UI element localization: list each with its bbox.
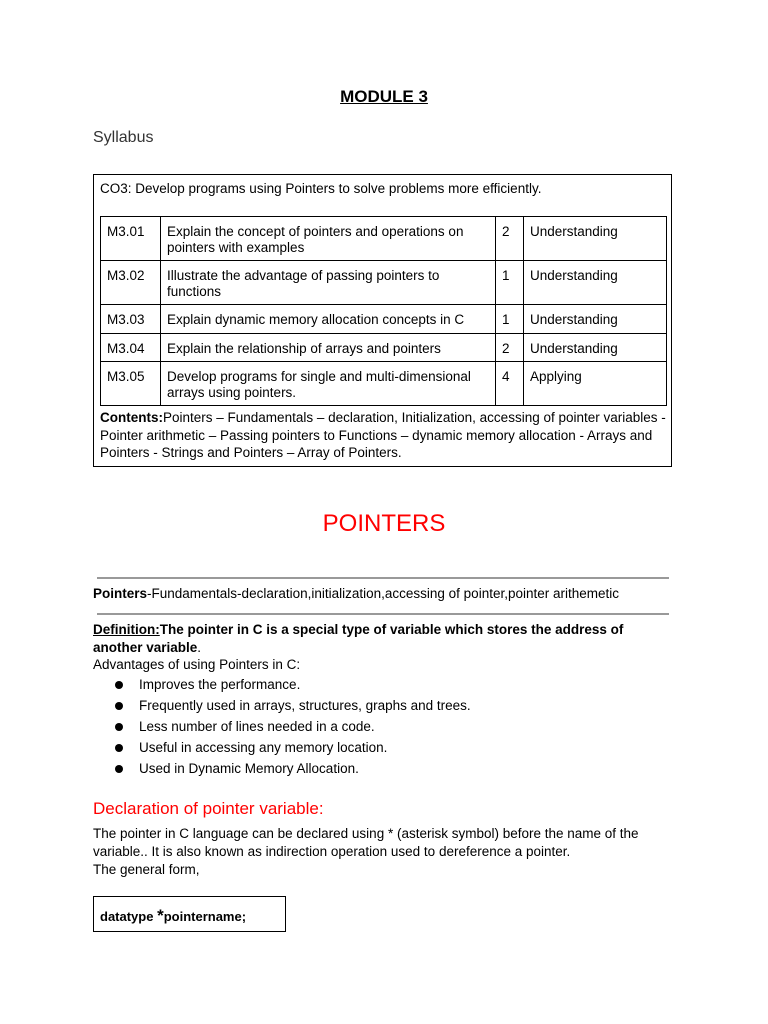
outcome-num: 1	[496, 305, 524, 334]
code-name: pointername;	[163, 909, 247, 924]
bullet-icon	[115, 744, 123, 752]
list-item-text: Useful in accessing any memory location.	[139, 740, 388, 755]
divider-bottom	[97, 613, 669, 615]
table-row	[101, 305, 667, 334]
outcome-desc: Explain the relationship of arrays and pointers	[161, 333, 496, 362]
outcome-code: M3.01	[101, 217, 161, 261]
outcome-code: M3.03	[101, 305, 161, 334]
table-row	[101, 261, 667, 305]
outcome-level: Applying	[524, 362, 667, 406]
divider-top	[97, 577, 669, 579]
list-item	[93, 760, 471, 781]
syllabus-label: Syllabus	[93, 129, 154, 146]
outcome-num: 4	[496, 362, 524, 406]
code-type: datatype	[100, 909, 158, 924]
outcome-code: M3.02	[101, 261, 161, 305]
declaration-heading: Declaration of pointer variable:	[93, 799, 324, 818]
pointers-heading: POINTERS	[322, 510, 446, 537]
outcomes-table	[100, 216, 667, 406]
bullet-icon	[115, 681, 123, 689]
contents-text: Pointers – Fundamentals – declaration, Initialization, accessing of pointer variables -Pointer arithmetic – Passing pointers to Functions – dynamic memory allocation - Arrays and Pointers - Strings and Pointers – Array of Pointers.	[100, 410, 666, 460]
definition-text: The pointer in C is a special type of variable which stores the address of another variable	[93, 622, 624, 655]
list-item	[93, 697, 471, 718]
list-item-text: Frequently used in arrays, structures, graphs and trees.	[139, 698, 471, 713]
outcome-level: Understanding	[524, 333, 667, 362]
bullet-icon	[115, 702, 123, 710]
table-row	[101, 362, 667, 406]
outcome-num: 1	[496, 261, 524, 305]
code-box	[93, 896, 286, 932]
declaration-text: The pointer in C language can be declared using * (asterisk symbol) before the name of the variable.. It is also known as indirection operation used to dereference a pointer.	[93, 826, 639, 859]
outcome-level: Understanding	[524, 217, 667, 261]
contents-block	[100, 409, 670, 462]
topic-rest: -Fundamentals-declaration,initialization,accessing of pointer,pointer arithemetic	[147, 586, 620, 601]
bullet-icon	[115, 765, 123, 773]
table-row	[101, 333, 667, 362]
code-star: *	[157, 906, 164, 925]
general-form-text: The general form,	[93, 862, 200, 877]
list-item	[93, 676, 471, 697]
bullet-icon	[115, 723, 123, 731]
outcome-level: Understanding	[524, 261, 667, 305]
contents-label: Contents:	[100, 410, 163, 425]
outcome-code: M3.05	[101, 362, 161, 406]
outcome-desc: Explain the concept of pointers and operations on pointers with examples	[161, 217, 496, 261]
definition	[93, 621, 673, 657]
list-item-text: Less number of lines needed in a code.	[139, 719, 375, 734]
outcome-num: 2	[496, 333, 524, 362]
list-item	[93, 718, 471, 739]
list-item-text: Used in Dynamic Memory Allocation.	[139, 761, 359, 776]
topic-bold: Pointers	[93, 586, 148, 601]
outcome-level: Understanding	[524, 305, 667, 334]
declaration-paragraph	[93, 825, 683, 879]
syllabus-box	[93, 174, 672, 467]
list-item	[93, 739, 471, 760]
advantages-title: Advantages of using Pointers in C:	[93, 657, 301, 672]
definition-end: .	[197, 640, 202, 655]
outcome-num: 2	[496, 217, 524, 261]
advantages-list	[93, 676, 471, 781]
list-item-text: Improves the performance.	[139, 677, 301, 692]
outcome-desc: Develop programs for single and multi-dimensional arrays using pointers.	[161, 362, 496, 406]
table-row	[101, 217, 667, 261]
course-outcome: CO3: Develop programs using Pointers to solve problems more efficiently.	[100, 181, 542, 196]
outcome-desc: Illustrate the advantage of passing pointers to functions	[161, 261, 496, 305]
module-title: MODULE 3	[340, 87, 428, 106]
outcome-code: M3.04	[101, 333, 161, 362]
outcome-desc: Explain dynamic memory allocation concepts in C	[161, 305, 496, 334]
topic-line	[93, 586, 619, 601]
definition-label: Definition:	[93, 622, 160, 637]
